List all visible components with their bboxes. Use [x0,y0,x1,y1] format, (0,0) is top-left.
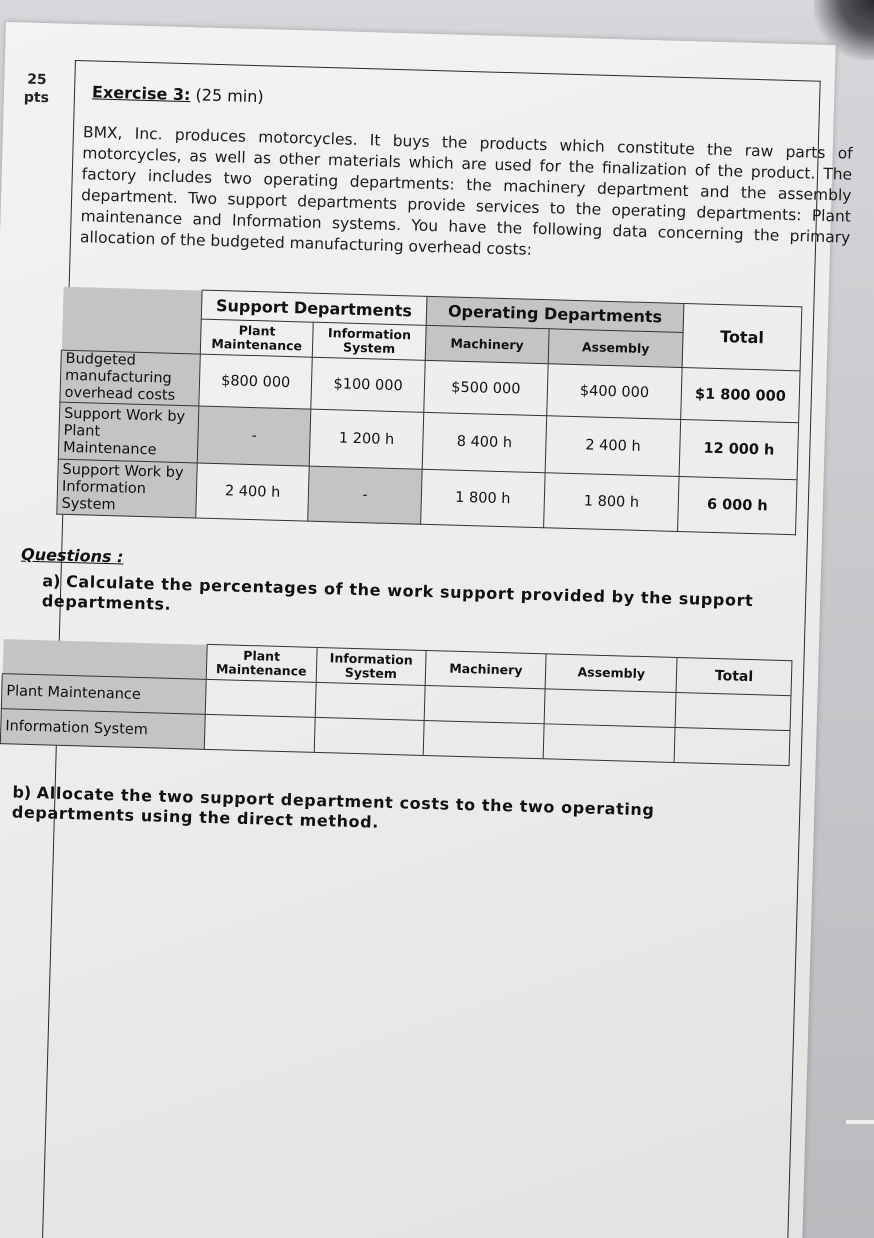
overhead-data-table [56,286,802,536]
answer-cell[interactable] [205,679,316,717]
cell-assembly: 1 800 h [544,473,680,532]
corner-cell [61,286,202,354]
row-label: Budgeted manufacturing overhead costs [60,350,200,406]
question-a-text: Calculate the percentages of the work support provided by the support departments. [41,571,754,614]
intro-paragraph: BMX, Inc. produces motorcycles. It buys the products which constitute the raw parts of motorcycles, as well as other materials which are used for the finalization of the product. The factory includes two operating departments: the machinery department and the assembly department. Two support departments provide services to the operating departments: Plant maintenance and Information systems. You have the following data concerning the primary allocation of the budgeted manufacturing overhead costs: [79,123,853,259]
questions-heading: Questions : [20,544,124,567]
cell-info: - [308,466,422,524]
answer-total-header: Total [676,657,792,695]
cell-assembly: $400 000 [547,364,682,420]
information-system-header: Information System [313,322,426,360]
question-a-letter: a) [42,571,61,591]
answer-plant-header: Plant Maintenance [206,644,317,682]
row-label: Support Work by Information System [57,459,197,518]
answer-machinery-header: Machinery [425,650,546,688]
plant-maintenance-header: Plant Maintenance [200,319,313,357]
cell-total: 12 000 h [679,419,798,479]
cell-info: 1 200 h [310,409,424,469]
answer-cell[interactable] [544,689,676,728]
answer-cell[interactable] [204,714,315,752]
cell-plant: - [197,406,311,466]
answer-table-a [0,638,792,766]
machinery-header: Machinery [425,325,549,363]
answer-cell[interactable] [314,717,425,755]
cell-plant: 2 400 h [196,463,310,521]
cell-info: $100 000 [311,357,425,412]
answer-cell[interactable] [424,685,545,723]
cell-total: $1 800 000 [681,368,800,423]
exam-sheet [0,22,853,1238]
answer-cell[interactable] [675,692,791,730]
cell-assembly: 2 400 h [545,416,681,477]
exercise-duration: (25 min) [195,85,264,107]
answer-assembly-header: Assembly [545,654,677,693]
answer-cell[interactable] [544,724,676,763]
points-badge [24,71,50,108]
answer-cell[interactable] [315,682,426,720]
operating-departments-header: Operating Departments [426,296,684,332]
answer-row-label: Plant Maintenance [1,674,206,715]
points-unit: pts [23,89,50,107]
cell-machinery: 1 800 h [420,469,545,527]
background-strip [846,1120,874,1124]
total-header: Total [682,304,802,371]
answer-cell[interactable] [423,720,544,758]
question-b-text: Allocate the two support department costs to the two operating departments using the direct method. [11,783,655,832]
row-label: Support Work by Plant Maintenance [58,402,198,463]
points-value: 25 [26,71,47,89]
cell-machinery: 8 400 h [422,412,547,472]
answer-row-label: Information System [0,709,205,750]
question-b-letter: b) [12,782,32,803]
support-departments-header: Support Departments [201,290,427,325]
cell-total: 6 000 h [678,476,797,534]
assembly-header: Assembly [548,329,683,368]
answer-cell[interactable] [674,727,790,765]
cell-plant: $800 000 [199,354,313,409]
cell-machinery: $500 000 [424,360,549,415]
answer-info-header: Information System [316,647,427,685]
exercise-number: Exercise 3: [91,82,191,105]
answer-corner-cell [2,639,207,680]
